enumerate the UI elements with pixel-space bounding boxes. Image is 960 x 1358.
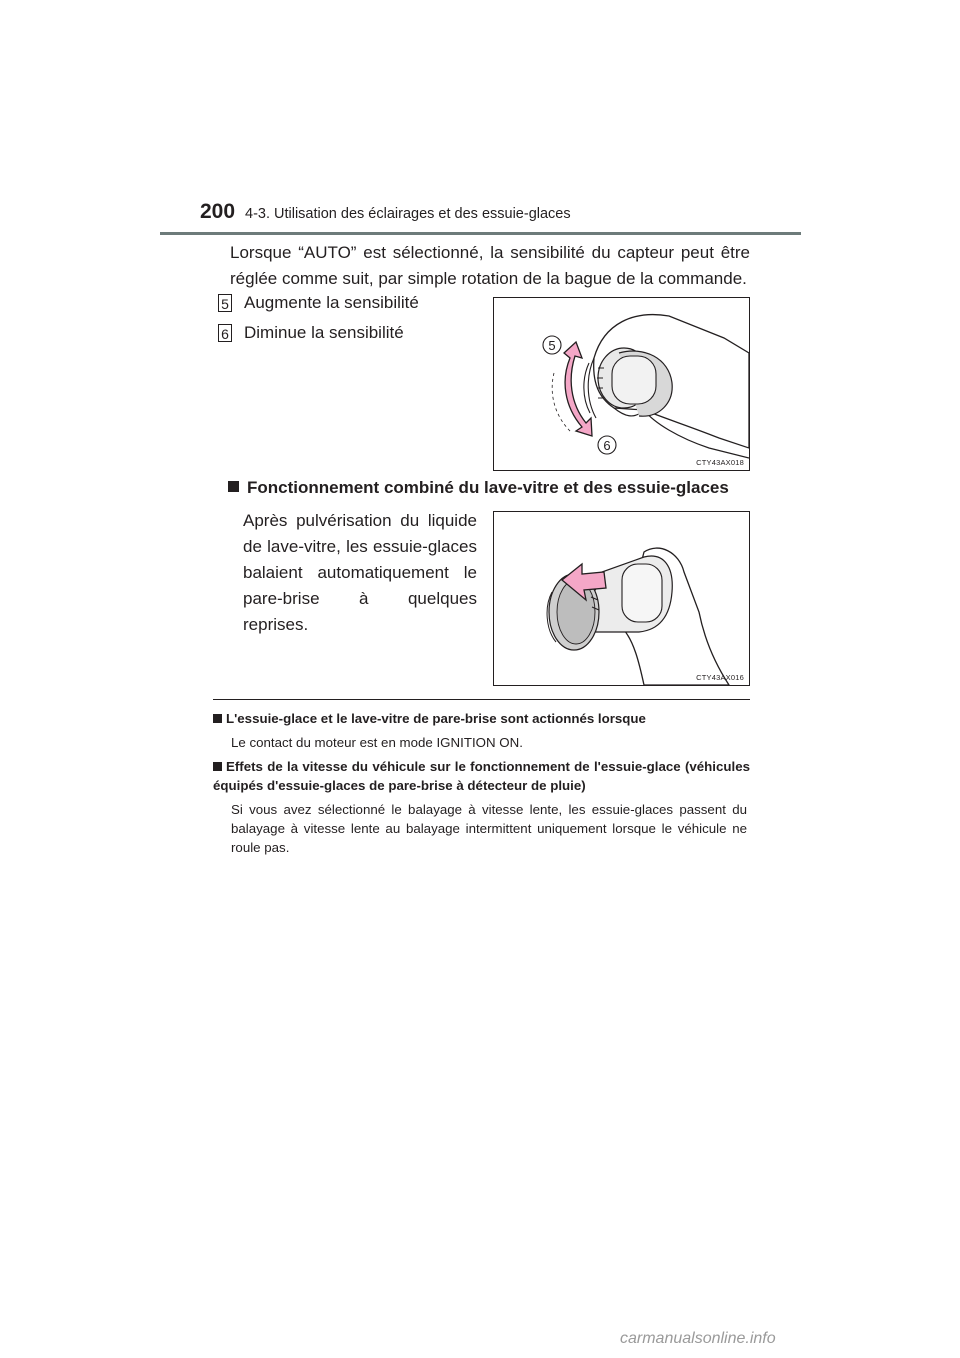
notes-separator bbox=[213, 699, 750, 700]
svg-text:5: 5 bbox=[548, 338, 556, 353]
figure-washer-lever bbox=[493, 511, 750, 686]
callout-5 bbox=[543, 336, 561, 354]
step-label: Diminue la sensibilité bbox=[244, 323, 404, 342]
note-body: Si vous avez sélectionné le balayage à vitesse lente, les essuie-glaces passent du balayage à vitesse lente au balayage intermittent uniquement lorsque le véhicule ne roule pas. bbox=[231, 802, 747, 855]
figure-code: CTY43AX016 bbox=[696, 673, 744, 682]
section-heading: Fonctionnement combiné du lave-vitre et des essuie-glaces bbox=[228, 478, 729, 498]
wiper-ring-illustration bbox=[494, 298, 749, 470]
step-decrease-sensitivity bbox=[218, 322, 404, 344]
step-label: Augmente la sensibilité bbox=[244, 293, 419, 312]
svg-text:6: 6 bbox=[603, 438, 611, 453]
note-heading: L'essuie-glace et le lave-vitre de pare-brise sont actionnés lorsque bbox=[213, 709, 750, 728]
page-number: 200 bbox=[200, 200, 236, 223]
figure-code: CTY43AX018 bbox=[696, 458, 744, 467]
header-rule bbox=[160, 232, 801, 235]
callout-6 bbox=[598, 436, 616, 454]
washer-lever-illustration bbox=[494, 512, 749, 685]
square-bullet-icon bbox=[213, 762, 222, 771]
note-body: Le contact du moteur est en mode IGNITION ON. bbox=[231, 735, 523, 750]
square-bullet-icon bbox=[228, 481, 239, 492]
watermark: carmanualsonline.info bbox=[620, 1330, 776, 1347]
figure-sensitivity-ring bbox=[493, 297, 750, 471]
intro-paragraph: Lorsque “AUTO” est sélectionné, la sensibilité du capteur peut être réglée comme suit, par simple rotation de la bague de la commande. bbox=[230, 243, 750, 288]
note-heading: Effets de la vitesse du véhicule sur le fonctionnement de l'essuie-glace (véhicules équipés d'essuie-glaces de pare-brise à détecteur de pluie) bbox=[213, 759, 750, 793]
step-number: 6 bbox=[218, 324, 232, 342]
step-increase-sensitivity bbox=[218, 292, 419, 314]
section-title: 4-3. Utilisation des éclairages et des essuie-glaces bbox=[245, 206, 571, 222]
section-paragraph: Après pulvérisation du liquide de lave-vitre, les essuie-glaces balaient automatiquement le pare-brise à quelques reprises. bbox=[243, 511, 477, 634]
step-number: 5 bbox=[218, 294, 232, 312]
square-bullet-icon bbox=[213, 714, 222, 723]
